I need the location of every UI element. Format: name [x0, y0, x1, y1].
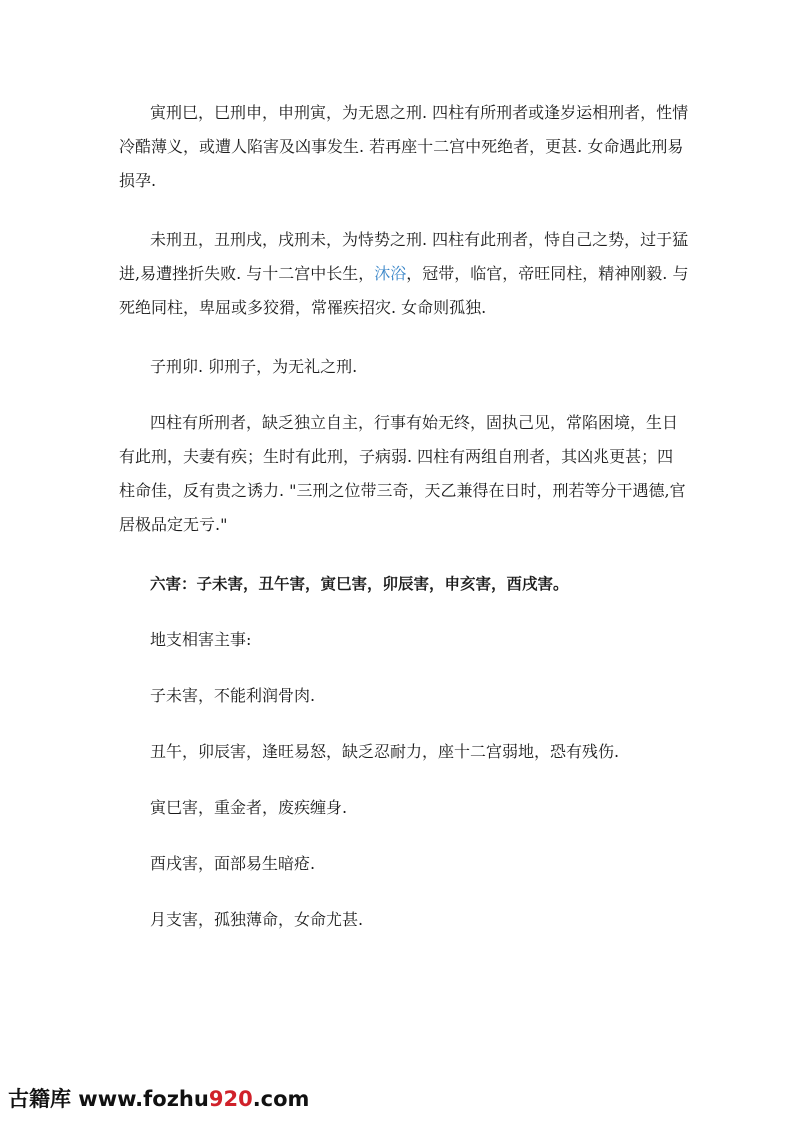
watermark-suffix: .com	[252, 1087, 310, 1111]
watermark-number: 920	[208, 1087, 253, 1111]
mu-yu-link[interactable]: 沐浴	[374, 264, 407, 283]
document-body	[119, 96, 689, 959]
paragraph-san-xing-2	[119, 223, 689, 325]
list-item: 酉戌害，面部易生暗疮.	[150, 854, 316, 873]
list-item: 寅巳害，重金者，废疾缠身.	[150, 798, 348, 817]
list-item: 月支害，孤独薄命，女命尤甚.	[150, 910, 364, 929]
section-heading-liu-hai: 六害：子未害，丑午害，寅巳害，卯辰害，申亥害，酉戌害。	[150, 575, 569, 593]
watermark-brand: 古籍库 www.fozhu	[8, 1087, 209, 1111]
paragraph-text: 未刑丑，丑刑戌，戌刑未，为恃势之刑. 四柱有此刑者，恃自己之势，过于猛进,易遭挫折失败. 与十二宫中长生，	[119, 230, 689, 283]
list-item: 子未害，不能利润骨肉.	[150, 686, 316, 705]
list-item: 丑午，卯辰害，逢旺易怒，缺乏忍耐力，座十二宫弱地，恐有残伤.	[150, 742, 620, 761]
paragraph-zi-mao: 子刑卯. 卯刑子，为无礼之刑.	[150, 357, 358, 376]
paragraph-san-xing-1: 寅刑巳，巳刑申，申刑寅，为无恩之刑. 四柱有所刑者或逢岁运相刑者，性情冷酷薄义，或遭人陷害及凶事发生. 若再座十二宫中死绝者，更甚. 女命遇此刑易损孕.	[119, 103, 689, 190]
site-watermark	[8, 1083, 309, 1113]
paragraph-text: ，冠带，临官，帝旺同柱，精神刚毅. 与死绝同柱，卑屈或多狡猾，常罹疾招灾. 女命则孤独.	[119, 264, 689, 317]
paragraph-xing-effects: 四柱有所刑者，缺乏独立自主，行事有始无终，固执己见，常陷困境，生日有此刑，夫妻有疾；生时有此刑，子病弱. 四柱有两组自刑者，其凶兆更甚；四柱命佳，反有贵之诱力. "三刑之位带三奇，天乙兼得在日时，刑若等分干遇德,官居极品定无亏."	[119, 413, 686, 534]
list-item: 地支相害主事:	[150, 630, 252, 649]
